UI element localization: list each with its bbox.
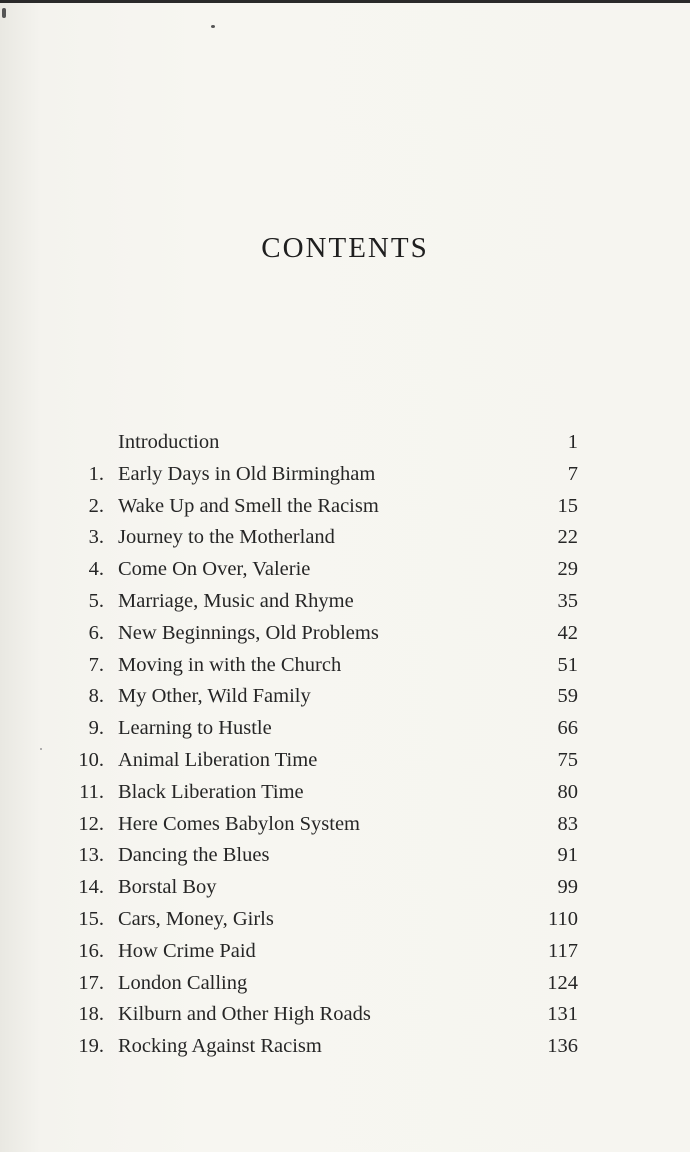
page-top-edge — [0, 0, 690, 3]
toc-entry-number: 10. — [78, 748, 104, 771]
toc-entry — [0, 908, 690, 940]
toc-entry-title: Rocking Against Racism — [118, 1035, 322, 1058]
toc-entry-title: Animal Liberation Time — [118, 748, 318, 771]
toc-entry-page: 75 — [557, 748, 578, 771]
toc-entry-number: 7. — [88, 653, 104, 676]
toc-entry-page: 15 — [557, 494, 578, 517]
toc-entry-title: Journey to the Motherland — [118, 526, 335, 549]
toc-entry-title: My Other, Wild Family — [118, 685, 311, 708]
toc-entry-page: 124 — [547, 971, 578, 994]
ink-speck — [2, 8, 6, 18]
toc-entry — [0, 876, 690, 908]
toc-entry-number: 14. — [78, 876, 104, 899]
toc-entry-page: 42 — [557, 621, 578, 644]
toc-entry-page: 110 — [548, 907, 578, 930]
toc-entry-number: 17. — [78, 971, 104, 994]
ink-speck — [211, 25, 215, 28]
toc-entry — [0, 622, 690, 654]
toc-entry-number: 13. — [78, 844, 104, 867]
toc-entry-page: 131 — [547, 1003, 578, 1026]
toc-entry — [0, 685, 690, 717]
toc-entry — [0, 1035, 690, 1067]
toc-entry-title: Introduction — [118, 431, 220, 453]
toc-entry — [0, 558, 690, 590]
toc-entry-page: 117 — [548, 939, 578, 962]
toc-entry-title: Come On Over, Valerie — [118, 558, 311, 581]
toc-entry-title: New Beginnings, Old Problems — [118, 621, 379, 644]
toc-entry-number: 12. — [78, 812, 104, 835]
toc-entry-title: Kilburn and Other High Roads — [118, 1003, 371, 1026]
toc-entry-number: 3. — [88, 526, 104, 549]
toc-entry-number: 4. — [88, 558, 104, 581]
toc-entry-title: Dancing the Blues — [118, 844, 270, 867]
toc-entry — [0, 654, 690, 686]
toc-entry-number: 18. — [78, 1003, 104, 1026]
toc-entry-number: 19. — [78, 1035, 104, 1058]
toc-entry-title: Early Days in Old Birmingham — [118, 462, 376, 485]
toc-entry-title: How Crime Paid — [118, 939, 256, 962]
toc-entry-title: Marriage, Music and Rhyme — [118, 589, 354, 612]
toc-entry-page: 7 — [567, 462, 578, 485]
toc-entry — [0, 717, 690, 749]
toc-entry-page: 80 — [557, 780, 578, 803]
toc-entry-number: 5. — [88, 589, 104, 612]
toc-entry — [0, 463, 690, 495]
contents-heading: CONTENTS — [261, 232, 429, 264]
toc-entry-title: Moving in with the Church — [118, 653, 342, 676]
toc-entry-page: 22 — [557, 526, 578, 549]
toc-entry-number: 1. — [88, 462, 104, 485]
toc-entry — [0, 813, 690, 845]
table-of-contents — [0, 431, 690, 1067]
toc-entry-title: Cars, Money, Girls — [118, 907, 274, 930]
toc-entry — [0, 526, 690, 558]
toc-entry — [0, 590, 690, 622]
toc-entry-page: 99 — [557, 876, 578, 899]
toc-entry-page: 59 — [557, 685, 578, 708]
toc-entry — [0, 749, 690, 781]
toc-entry-title: Wake Up and Smell the Racism — [118, 494, 379, 517]
toc-entry-number: 2. — [88, 494, 104, 517]
toc-entry-page: 66 — [557, 717, 578, 740]
toc-entry — [0, 431, 690, 463]
toc-entry-page: 83 — [557, 812, 578, 835]
toc-entry-title: Black Liberation Time — [118, 780, 304, 803]
toc-entry-page: 35 — [557, 589, 578, 612]
toc-entry — [0, 972, 690, 1004]
toc-entry — [0, 940, 690, 972]
toc-entry-number: 11. — [79, 780, 104, 803]
toc-entry-page: 1 — [567, 431, 578, 453]
toc-entry-number: 9. — [88, 717, 104, 740]
toc-entry-number: 16. — [78, 939, 104, 962]
toc-entry-number: 15. — [78, 907, 104, 930]
toc-entry-number: 6. — [88, 621, 104, 644]
toc-entry — [0, 1003, 690, 1035]
toc-entry-title: Borstal Boy — [118, 876, 217, 899]
toc-entry-page: 136 — [547, 1035, 578, 1058]
toc-entry-number: 8. — [88, 685, 104, 708]
toc-entry-page: 29 — [557, 558, 578, 581]
toc-entry — [0, 495, 690, 527]
toc-entry-title: Learning to Hustle — [118, 717, 272, 740]
toc-entry-title: London Calling — [118, 971, 248, 994]
toc-entry-page: 91 — [557, 844, 578, 867]
toc-entry-page: 51 — [557, 653, 578, 676]
toc-entry — [0, 781, 690, 813]
toc-entry — [0, 844, 690, 876]
toc-entry-title: Here Comes Babylon System — [118, 812, 360, 835]
